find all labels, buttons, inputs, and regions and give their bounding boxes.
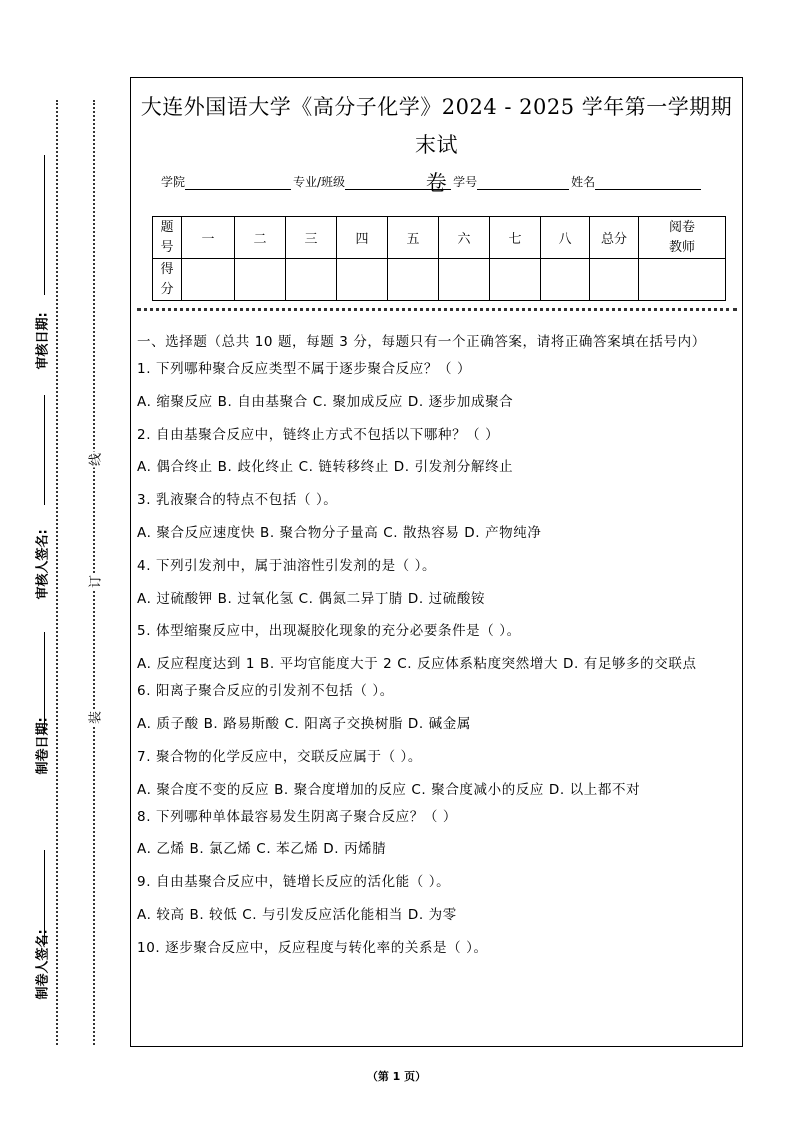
binding-line-inner bbox=[93, 100, 95, 1045]
col-header: 六 bbox=[439, 217, 490, 259]
question: 8. 下列哪种单体最容易发生阴离子聚合反应？（ ） bbox=[137, 808, 457, 825]
binding-char-xian: 线 bbox=[85, 452, 104, 468]
col-header: 三 bbox=[286, 217, 337, 259]
cell-tihao bbox=[153, 217, 182, 259]
question-options: A. 聚合度不变的反应 B. 聚合度增加的反应 C. 聚合度减小的反应 D. 以上都不对 bbox=[137, 781, 641, 798]
col-header-total: 总分 bbox=[590, 217, 639, 259]
score-table-score-row bbox=[153, 259, 726, 301]
field-label-college: 学院 bbox=[161, 175, 186, 189]
maker-date-label: 制卷日期: bbox=[35, 717, 51, 775]
question-options: A. 乙烯 B. 氯乙烯 C. 苯乙烯 D. 丙烯腈 bbox=[137, 841, 387, 858]
tihao-2: 号 bbox=[160, 239, 174, 255]
score-cell[interactable] bbox=[286, 259, 337, 301]
field-label-major: 专业/班级 bbox=[293, 175, 346, 189]
field-blank-id[interactable] bbox=[477, 177, 569, 190]
question-options: A. 偶合终止 B. 歧化终止 C. 链转移终止 D. 引发剂分解终止 bbox=[137, 459, 514, 476]
score-cell[interactable] bbox=[541, 259, 590, 301]
col-header: 二 bbox=[235, 217, 286, 259]
score-cell[interactable] bbox=[337, 259, 388, 301]
defen-2: 分 bbox=[160, 281, 174, 297]
defen-1: 得 bbox=[160, 261, 174, 277]
reviewer-date-blank bbox=[44, 155, 45, 295]
binding-char-zhuang: 装 bbox=[85, 710, 104, 726]
dotted-separator bbox=[137, 308, 737, 311]
question: 6. 阳离子聚合反应的引发剂不包括（ ）。 bbox=[137, 683, 394, 700]
binding-line-outer bbox=[56, 100, 58, 1045]
field-blank-name[interactable] bbox=[595, 177, 701, 190]
reviewer-1: 阅卷 bbox=[668, 219, 695, 235]
question: 4. 下列引发剂中，属于油溶性引发剂的是（ ）。 bbox=[137, 557, 437, 574]
col-header: 七 bbox=[490, 217, 541, 259]
question: 10. 逐步聚合反应中，反应程度与转化率的关系是（ ）。 bbox=[137, 939, 488, 956]
field-blank-major[interactable] bbox=[345, 177, 451, 190]
question-options: A. 反应程度达到 1 B. 平均官能度大于 2 C. 反应体系粘度突然增大 D. 有足够多的交联点 bbox=[137, 656, 697, 673]
section-choice bbox=[137, 332, 743, 971]
score-cell[interactable] bbox=[388, 259, 439, 301]
title-line-1: 大连外国语大学《高分子化学》2024 - 2025 学年第一学期期末试 bbox=[140, 95, 733, 157]
question-options: A. 缩聚反应 B. 自由基聚合 C. 聚加成反应 D. 逐步加成聚合 bbox=[137, 393, 514, 410]
score-cell-total[interactable] bbox=[590, 259, 639, 301]
col-header: 五 bbox=[388, 217, 439, 259]
question: 7. 聚合物的化学反应中，交联反应属于（ ）。 bbox=[137, 748, 423, 765]
student-info-row bbox=[161, 173, 721, 190]
title-line-2: 卷 bbox=[425, 171, 448, 195]
question: 1. 下列哪种聚合反应类型不属于逐步聚合反应？（ ） bbox=[137, 361, 472, 377]
score-cell[interactable] bbox=[235, 259, 286, 301]
question-options: A. 聚合反应速度快 B. 聚合物分子量高 C. 散热容易 D. 产物纯净 bbox=[137, 524, 542, 541]
score-table bbox=[152, 216, 726, 301]
reviewer-2: 教师 bbox=[668, 239, 695, 255]
question: 2. 自由基聚合反应中，链终止方式不包括以下哪种？（ ） bbox=[137, 426, 500, 443]
col-header: 四 bbox=[337, 217, 388, 259]
exam-frame bbox=[130, 77, 743, 1047]
question: 9. 自由基聚合反应中，链增长反应的活化能（ ）。 bbox=[137, 874, 451, 891]
cell-defen bbox=[153, 259, 182, 301]
binding-char-ding: 订 bbox=[85, 574, 104, 590]
question-options: A. 较高 B. 较低 C. 与引发反应活化能相当 D. 为零 bbox=[137, 906, 457, 923]
score-cell[interactable] bbox=[439, 259, 490, 301]
question: 5. 体型缩聚反应中，出现凝胶化现象的充分必要条件是（ ）。 bbox=[137, 623, 521, 640]
field-blank-college[interactable] bbox=[185, 177, 291, 190]
question: 3. 乳液聚合的特点不包括（ ）。 bbox=[137, 492, 338, 509]
cell-reviewer bbox=[639, 217, 726, 259]
question-options: A. 质子酸 B. 路易斯酸 C. 阳离子交换树脂 D. 碱金属 bbox=[137, 715, 471, 732]
field-label-id: 学号 bbox=[453, 175, 478, 189]
reviewer-sign-blank bbox=[44, 395, 45, 505]
score-cell[interactable] bbox=[182, 259, 235, 301]
col-header: 八 bbox=[541, 217, 590, 259]
tihao-1: 题 bbox=[160, 219, 174, 235]
reviewer-sign-label: 审核人签名: bbox=[35, 529, 51, 600]
page-number: （第 1 页） bbox=[366, 1070, 427, 1083]
section-heading: 一、选择题（总共 10 题，每题 3 分，每题只有一个正确答案，请将正确答案填在括号内） bbox=[137, 334, 706, 350]
maker-sign-label: 制卷人签名: bbox=[35, 929, 51, 1000]
reviewer-date-label: 审核日期: bbox=[35, 312, 51, 370]
score-cell-reviewer[interactable] bbox=[639, 259, 726, 301]
field-label-name: 姓名 bbox=[571, 175, 596, 189]
score-table-header-row bbox=[153, 217, 726, 259]
question-options: A. 过硫酸钾 B. 过氧化氢 C. 偶氮二异丁腈 D. 过硫酸铵 bbox=[137, 590, 486, 607]
col-header: 一 bbox=[182, 217, 235, 259]
score-cell[interactable] bbox=[490, 259, 541, 301]
